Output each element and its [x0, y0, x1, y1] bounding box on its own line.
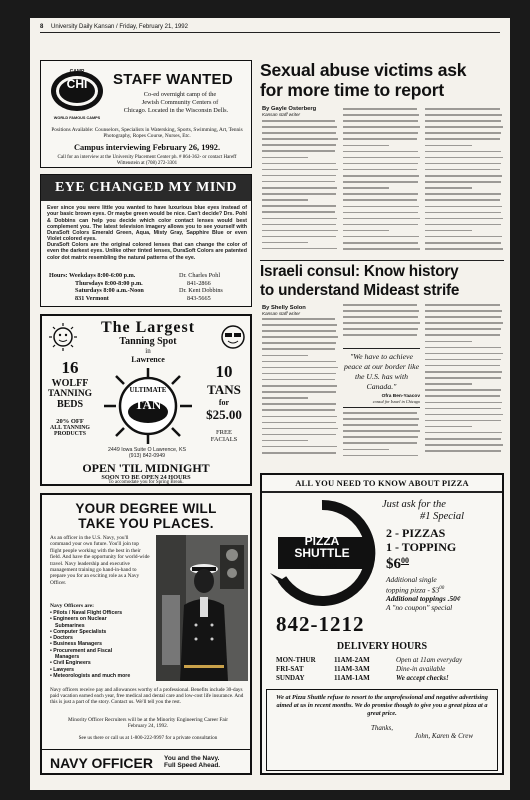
text-line — [262, 163, 336, 165]
article-1-byline — [262, 106, 316, 117]
tan-logo-1: ULTIMATE — [129, 386, 167, 394]
text-line — [343, 236, 419, 238]
staff-positions: Positions Available: Counselors, Specialists in Watersking, Sports, Swimming, Art, Tennis Photography, Ropes Course, Nurses, Etc. — [51, 127, 243, 140]
text-line — [262, 175, 336, 177]
text-line — [262, 446, 337, 448]
staff-interview: Campus interviewing February 26, 1992. — [73, 143, 221, 152]
text-line — [262, 434, 336, 436]
text-line — [425, 175, 502, 177]
article-2-headline-2: to understand Mideast strife — [260, 281, 460, 299]
article-2-column-2-top — [343, 304, 420, 344]
text-line — [262, 193, 336, 195]
text-line — [343, 138, 417, 140]
text-line — [262, 318, 335, 320]
text-line — [262, 391, 336, 393]
text-line — [425, 389, 501, 391]
text-line — [343, 145, 389, 147]
article-2-byline — [262, 305, 306, 316]
text-line — [343, 310, 419, 312]
text-line — [262, 169, 338, 171]
text-line — [425, 120, 501, 122]
text-line — [343, 304, 417, 306]
eye-hours-line: 831 Vermont — [75, 294, 109, 302]
article-1-column-2 — [343, 108, 420, 257]
text-line — [343, 424, 418, 426]
article-1-headline-1: Sexual abuse victims ask — [260, 60, 467, 80]
hours-note: We accept checks! — [396, 674, 449, 682]
tan-spring: To accomodate you for Spring Break. — [108, 480, 184, 485]
hours-note: Open at 11am everyday — [396, 656, 463, 664]
text-line — [262, 336, 338, 338]
tan-right-2: for — [218, 398, 230, 407]
text-line — [343, 187, 389, 189]
text-line — [343, 322, 420, 324]
eye-body: Ever since you were little you wanted to have luxurious blue eyes instead of your basic brown eyes. Or maybe green would be nice. Can't decide? Drs. Pohl & Dobbins can help you decide which color contact lenses would best complement you. The latest television imagery allows you to see yourself with DuraSoft Colors Emerald Green, Aqua, Misty Gray, Sapphire Blue or even Violet colored eyes. — [47, 205, 247, 243]
page-number: 8 — [40, 24, 44, 30]
text-line — [425, 218, 503, 220]
tan-open: OPEN 'TIL MIDNIGHT — [82, 461, 210, 475]
text-line — [343, 430, 420, 432]
byline-name: By Gayle Osterberg — [262, 106, 317, 112]
text-line — [425, 212, 501, 214]
pizza-just-ask — [382, 499, 502, 523]
hours-time: 11AM-2AM — [334, 656, 370, 664]
tan-left-4: 20% OFF — [56, 418, 84, 425]
staff-line-3: Chicago. Located in the Wisconsin Dells. — [123, 106, 229, 114]
text-line — [343, 436, 418, 438]
logo-top: CAMP — [69, 69, 85, 75]
doctor-phone: 843-5665 — [187, 294, 211, 302]
tan-right-4: FREE — [216, 429, 232, 436]
text-line — [425, 114, 502, 116]
tan-right-1: TANS — [207, 382, 241, 397]
text-line — [262, 342, 336, 344]
hours-days: MON-THUR — [276, 656, 316, 664]
text-line — [343, 242, 418, 244]
text-line — [425, 193, 501, 195]
text-line — [425, 145, 472, 147]
text-line — [425, 236, 502, 238]
text-line — [425, 353, 503, 355]
navy-benefits: Navy officers receive pay and allowances worthy of a professional. Benefits include 30-days paid vacation earned each year, free medical and dental care and low-cost life insurance. And this is just a part of the story. Contact us. We'll tell you the rest. — [50, 687, 244, 706]
text-line — [425, 230, 472, 232]
byline-name: By Shelly Solon — [262, 305, 306, 311]
text-line — [425, 138, 500, 140]
text-line — [262, 373, 336, 375]
article-2-column-3 — [425, 304, 503, 462]
article-divider — [260, 260, 504, 261]
eye-body-2: DuraSoft Colors are the original colored lenses that can change the color of even the darkest eyes. Unlike other tinted lenses, DuraSoft Colors are patented color dot matrix resembling the natural patterns of the eye. — [47, 242, 247, 261]
text-line — [262, 361, 336, 363]
navy-ad — [40, 493, 252, 775]
text-line — [262, 422, 336, 424]
article-2-column-1 — [262, 318, 338, 462]
tan-phone: (913) 842-0949 — [128, 453, 166, 460]
text-line — [262, 324, 337, 326]
additional-1: Additional single — [386, 575, 437, 584]
article-2-headline — [260, 263, 504, 300]
additional-2-cents: 00 — [439, 586, 445, 591]
text-line — [262, 138, 338, 140]
navy-recruiters: Minority Officer Recruiters will be at the Minority Engineering Career Fair February 24, 1992. — [68, 717, 228, 730]
text-line — [425, 432, 502, 434]
text-line — [425, 304, 500, 306]
text-line — [425, 199, 500, 201]
tan-logo-2: TAN — [134, 397, 162, 412]
article-2-column-2-bottom — [343, 412, 420, 462]
text-line — [425, 359, 501, 361]
navy-officer-photo — [156, 535, 248, 681]
tan-right-5: FACIALS — [210, 436, 238, 443]
navy-list-item: • Engineers on Nuclear — [50, 616, 107, 623]
text-line — [262, 181, 335, 183]
pizza-price-cents: 00 — [401, 556, 409, 565]
pizza-logo-3: DELIVERS — [307, 563, 337, 570]
text-line — [262, 397, 308, 399]
sunglasses-face-icon — [218, 322, 248, 352]
article-1-headline-2: for more time to report — [260, 80, 445, 100]
text-line — [425, 408, 501, 410]
text-line — [262, 236, 336, 238]
text-line — [262, 385, 337, 387]
text-line — [343, 328, 418, 330]
text-line — [262, 379, 335, 381]
navy-tagline — [164, 755, 220, 770]
text-line — [262, 132, 336, 134]
text-line — [343, 181, 418, 183]
eye-hours-line: Hours: Weekdays 8:00-6:00 p.m. — [49, 272, 136, 279]
text-line — [343, 114, 419, 116]
eye-changed-ad — [40, 174, 252, 307]
pizza-promise-box — [266, 689, 498, 771]
text-line — [343, 248, 420, 250]
text-line — [425, 248, 503, 250]
tan-left-offer — [44, 358, 96, 437]
text-line — [425, 377, 501, 379]
navy-officer-wordmark: NAVY OFFICER — [50, 755, 153, 771]
text-line — [343, 163, 418, 165]
text-line — [262, 367, 338, 369]
navy-headline — [42, 501, 250, 531]
staff-line-1: Co-ed overnight camp of the — [143, 91, 217, 98]
navy-list-item: • Civil Engineers — [50, 660, 91, 667]
text-line — [343, 151, 418, 153]
pizza-hours-title: DELIVERY HOURS — [336, 641, 428, 652]
text-line — [343, 449, 389, 451]
navy-list-item: • Procurement and Fiscal — [50, 647, 113, 654]
navy-intro: As an officer in the U.S. Navy, you'll command your own future. You'll join top flight people working with the best in their field. And have the opportunity for world-wide travel. Navy leadership and executive management training go hand-in-hand to prepare you for an exciting role as a Navy Officer. — [50, 535, 150, 586]
navy-list-item: Submarines — [55, 622, 85, 629]
article-2-headline-1: Israeli consul: Know history — [260, 263, 459, 280]
text-line — [425, 242, 501, 244]
pizza-signature: John, Karen & Crew — [414, 731, 473, 740]
pizza-logo-1: PIZZA — [304, 534, 340, 548]
eye-hours — [49, 272, 159, 302]
text-line — [425, 151, 501, 153]
tan-title-block — [82, 319, 214, 364]
text-line — [343, 120, 418, 122]
text-line — [262, 248, 337, 250]
pull-quote-text: "We have to achieve peace at our border like the U.S. has with Canada." — [343, 352, 420, 391]
hours-days: FRI-SAT — [276, 665, 304, 673]
pizza-promise: We at Pizza Shuttle refuse to resort to the unprofessional and negative advertising aimed at us in recent months. We do promise though to give you a great pizza at a great price. — [276, 694, 488, 718]
text-line — [343, 412, 417, 414]
text-line — [262, 348, 335, 350]
pizza-deal-price — [386, 554, 502, 572]
text-line — [343, 224, 418, 226]
text-line — [262, 242, 308, 244]
text-line — [262, 428, 338, 430]
text-line — [425, 322, 503, 324]
tan-soon: SOON TO BE OPEN 24 HOURS — [101, 474, 191, 481]
tan-title-2: Tanning Spot — [119, 336, 177, 347]
pizza-deal — [386, 527, 502, 572]
doctor-phone: 841-2866 — [187, 279, 211, 287]
logo-sub: WORLD FAMOUS CAMPS — [53, 116, 101, 120]
text-line — [425, 395, 500, 397]
text-line — [262, 218, 337, 220]
additional-3: Additional toppings .50¢ — [386, 594, 461, 604]
pizza-price: $6 — [386, 556, 401, 572]
tan-title-3: in — [145, 347, 151, 355]
text-line — [425, 371, 502, 373]
pizza-shuttle-ad — [260, 473, 504, 775]
pull-quote-role: consul for Israel in Chicago — [372, 399, 420, 404]
navy-list-item: • Doctors — [50, 635, 73, 642]
text-line — [425, 169, 500, 171]
staff-title: STAFF WANTED — [113, 71, 233, 88]
text-line — [425, 444, 503, 446]
navy-list-item: • Lawyers — [50, 666, 75, 673]
text-line — [262, 150, 335, 152]
tan-left-6: PRODUCTS — [54, 431, 86, 437]
text-line — [262, 452, 336, 454]
additional-4: A "no coupon" special — [386, 603, 453, 613]
navy-contact: See us there or call us at 1-800-222-9997 for a private consultation — [78, 735, 218, 741]
paper-date: University Daily Kansan / Friday, February 21, 1992 — [51, 24, 188, 30]
navy-list — [50, 610, 150, 679]
text-line — [262, 416, 337, 418]
navy-tagline-2: Full Speed Ahead. — [164, 762, 221, 770]
text-line — [425, 383, 472, 385]
text-line — [425, 328, 501, 330]
text-line — [425, 132, 501, 134]
sun-face-icon — [48, 322, 78, 352]
text-line — [343, 157, 420, 159]
text-line — [425, 347, 501, 349]
tan-title-4: Lawrence — [131, 355, 165, 364]
text-line — [343, 442, 417, 444]
text-line — [425, 224, 501, 226]
staff-line-2: Jewish Community Centers of — [141, 98, 219, 106]
text-line — [425, 341, 472, 343]
hours-days: SUNDAY — [276, 674, 305, 682]
tanning-ad — [40, 314, 252, 486]
hours-row — [276, 665, 500, 674]
text-line — [262, 187, 337, 189]
tan-right-3: $25.00 — [206, 407, 242, 422]
doctor-name: Dr. Kent Dobbins — [179, 287, 223, 295]
just-ask-1: Just ask for the — [382, 499, 446, 510]
pizza-logo-2: SHUTTLE — [294, 546, 350, 560]
additional-2-text: topping pizza - $3 — [386, 585, 440, 595]
navy-tagline-1: You and the Navy. — [164, 755, 220, 762]
text-line — [425, 206, 502, 208]
pull-quote-attr: Ofra Ben-Yaacov — [381, 394, 420, 399]
tan-left-3: BEDS — [56, 399, 84, 410]
text-line — [262, 126, 337, 128]
text-line — [425, 108, 500, 110]
navy-headline-2: TAKE YOU PLACES. — [78, 516, 214, 531]
staff-call: Call for an interview at the University Placement Center ph. # 864-362- or contact Hareff Wittenstein at (708) 272-3301 — [57, 155, 237, 166]
text-line — [262, 211, 335, 213]
navy-list-item: • Business Managers — [50, 641, 102, 648]
text-line — [343, 175, 419, 177]
navy-list-item: • Meteorologists and much more — [50, 672, 131, 679]
text-line — [343, 126, 420, 128]
text-line — [262, 330, 336, 332]
logo-main: CHI — [66, 77, 88, 91]
text-line — [425, 163, 501, 165]
pull-quote — [343, 348, 420, 408]
just-ask-2: #1 Special — [419, 511, 465, 522]
pizza-additional — [386, 575, 504, 612]
eye-title: EYE CHANGED MY MIND — [41, 175, 251, 201]
text-line — [343, 193, 418, 195]
tan-address-line: 2449 Iowa Suite O Lawrence, KS — [107, 447, 187, 453]
text-line — [262, 355, 308, 357]
navy-footer — [42, 749, 250, 773]
navy-headline-1: YOUR DEGREE WILL — [75, 501, 217, 516]
tan-title: The Largest — [100, 319, 196, 336]
text-line — [425, 402, 502, 404]
text-line — [425, 334, 500, 336]
text-line — [425, 187, 472, 189]
text-line — [343, 230, 389, 232]
article-1-column-1 — [262, 120, 338, 257]
article-1-headline — [260, 60, 504, 100]
text-line — [343, 418, 419, 420]
text-line — [262, 144, 336, 146]
camp-chi-logo-text — [49, 69, 105, 97]
hours-row — [276, 656, 500, 665]
text-line — [343, 218, 420, 220]
text-line — [425, 126, 503, 128]
tan-left-5: ALL TANNING — [50, 425, 90, 431]
pizza-top-rule — [262, 491, 502, 493]
text-line — [343, 212, 418, 214]
navy-list-item: • Computer Specialists — [50, 628, 107, 635]
pizza-deal-2: 1 - TOPPING — [386, 539, 457, 554]
text-line — [262, 199, 308, 201]
text-line — [425, 420, 501, 422]
additional-2 — [386, 584, 504, 594]
text-line — [425, 450, 501, 452]
pizza-hours-table — [276, 656, 500, 683]
byline-role: Kansan staff writer — [262, 311, 301, 316]
article-1-column-3 — [425, 108, 503, 257]
text-line — [262, 205, 336, 207]
text-line — [343, 108, 417, 110]
pizza-phone: 842-1212 — [276, 612, 365, 636]
byline-role: Kansan staff writer — [262, 112, 301, 117]
hours-row — [276, 674, 500, 683]
hours-note: Dine-in available — [396, 665, 446, 673]
tan-right-big: 10 — [215, 362, 233, 381]
folio-line — [40, 24, 500, 33]
text-line — [262, 230, 338, 232]
text-line — [343, 206, 419, 208]
pizza-deal-1: 2 - PIZZAS — [386, 526, 446, 540]
pizza-top-banner: ALL YOU NEED TO KNOW ABOUT PIZZA — [295, 478, 469, 488]
tan-right-offer — [198, 362, 250, 443]
text-line — [343, 334, 417, 336]
tan-left-1: WOLFF — [51, 378, 89, 389]
staff-wanted-ad — [40, 60, 252, 168]
newspaper-page — [30, 18, 510, 790]
text-line — [425, 310, 502, 312]
hours-time: 11AM-3AM — [334, 665, 370, 673]
text-line — [343, 132, 418, 134]
eye-doctors — [179, 272, 249, 302]
text-line — [262, 120, 335, 122]
staff-description — [111, 91, 249, 114]
tan-left-big: 16 — [61, 358, 79, 377]
text-line — [425, 414, 503, 416]
text-line — [425, 157, 503, 159]
text-line — [425, 181, 501, 183]
text-line — [425, 426, 472, 428]
text-line — [343, 455, 418, 457]
tan-left-2: TANNING — [47, 389, 93, 399]
text-line — [343, 169, 417, 171]
text-line — [262, 440, 308, 442]
ultimate-tan-logo-text — [100, 386, 196, 413]
text-line — [425, 438, 501, 440]
text-line — [262, 224, 336, 226]
navy-list-item: Managers — [55, 654, 80, 661]
eye-hours-line: Saturdays 8:00 a.m.-Noon — [75, 287, 144, 295]
hours-time: 11AM-1AM — [334, 674, 370, 682]
text-line — [262, 403, 336, 405]
text-line — [343, 316, 418, 318]
text-line — [425, 316, 501, 318]
tan-address — [92, 447, 202, 460]
text-line — [262, 157, 308, 159]
text-line — [425, 365, 500, 367]
pizza-logo-text — [276, 535, 368, 570]
doctor-name: Dr. Charles Pohl — [179, 272, 221, 279]
pizza-thanks: Thanks, — [371, 723, 393, 732]
navy-list-item: • Pilots / Naval Flight Officers — [50, 610, 123, 616]
navy-list-title: Navy Officers are: — [50, 603, 95, 609]
text-line — [343, 199, 417, 201]
text-line — [262, 409, 335, 411]
eye-hours-line: Thursdays 8:00-8:00 p.m. — [75, 279, 143, 287]
